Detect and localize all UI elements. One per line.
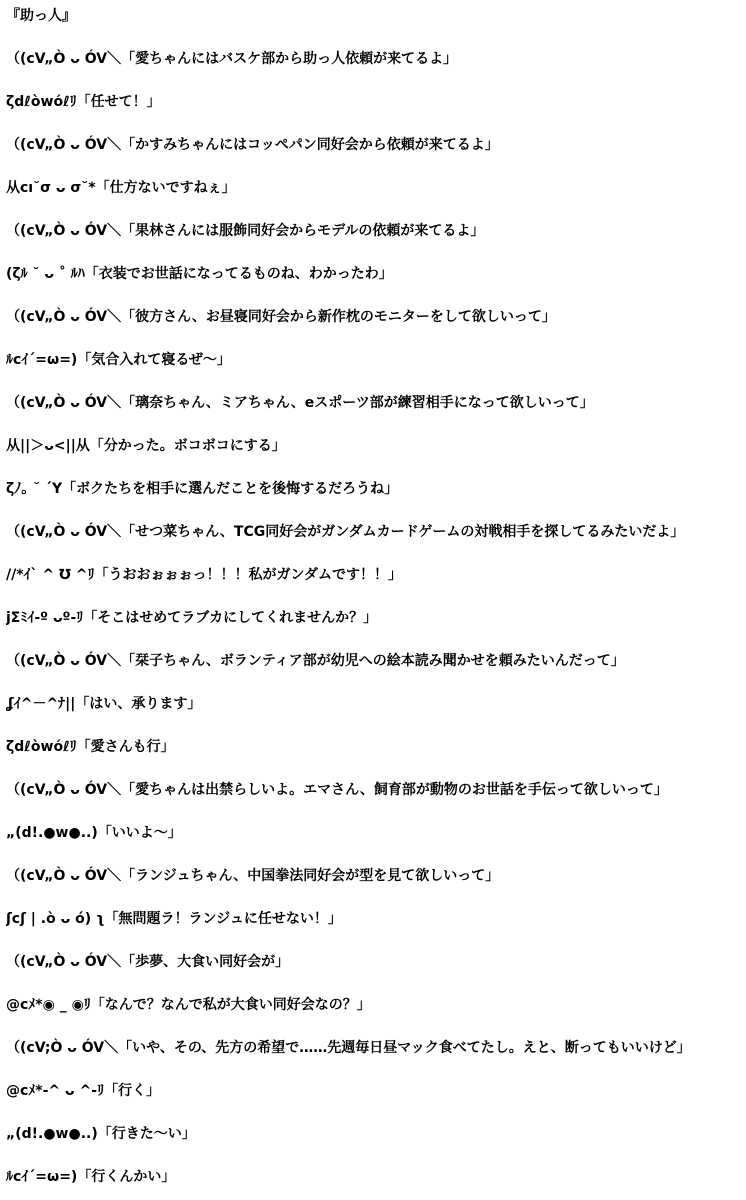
- dialogue-line: （(cV„Ò ᴗ ÓV＼「ランジュちゃん、中国拳法同好会が型を見て欲しいって」: [6, 868, 500, 884]
- dialogue-line: （(cV„Ò ᴗ ÓV＼「彼方さん、お昼寝同好会から新作枕のモニターをして欲しいって」: [6, 309, 556, 325]
- dialogue-line: ʃcʃ | .ò ᴗ ó) ʅ「無問題ラ！ランジュに任せない！」: [6, 911, 342, 927]
- dialogue-line: ζﾉ｡ ˘ ´Y「ボクたちを相手に選んだことを後悔するだろうね」: [6, 481, 399, 497]
- dialogue-line: jΣﾐｲ-º ᴗº-ﾘ「そこはせめてラブカにしてくれませんか？」: [6, 610, 378, 626]
- dialogue-line: （(cV„Ò ᴗ ÓV＼「愛ちゃんは出禁らしいよ。エマさん、飼育部が動物のお世話を手伝って欲しいって」: [6, 782, 668, 798]
- dialogue-line: //*ｲ` ^ ℧ ^ﾘ「うおおぉぉぉっ！！！私がガンダムです！！」: [6, 567, 402, 583]
- dialogue-line: ζdℓòᴡόℓﾘ「愛さんも行」: [6, 739, 175, 755]
- dialogue-line: ﾙcｲ´=ω=)「行くんかい」: [6, 1169, 176, 1185]
- dialogue-line: (ζﾙ ˘ ᴗ ˚ ﾙﾊ「衣装でお世話になってるものね、わかったわ」: [6, 266, 393, 282]
- dialogue-line: @cﾒ*-^ ᴗ ^-ﾘ「行く」: [6, 1083, 161, 1099]
- dialogue-line: （(cV„Ò ᴗ ÓV＼「愛ちゃんにはバスケ部から助っ人依頼が来てるよ」: [6, 51, 458, 67]
- dialogue-line: ʆｲ^－^ﾅ||「はい、承ります」: [6, 696, 202, 712]
- dialogue-line: „(d!.●ᴡ●..)「いいよ〜」: [6, 825, 182, 841]
- dialogue-line: （(cV„Ò ᴗ ÓV＼「歩夢、大食い同好会が」: [6, 954, 290, 970]
- dialogue-line: ﾙcｲ´=ω=)「気合入れて寝るぜ〜」: [6, 352, 231, 368]
- dialogue-line: （(cV„Ò ᴗ ÓV＼「せつ菜ちゃん、TCG同好会がガンダムカードゲームの対戦相手を探してるみたいだよ」: [6, 524, 685, 540]
- dialogue-line: （(cV„Ò ᴗ ÓV＼「璃奈ちゃん、ミアちゃん、eスポーツ部が練習相手になって欲しいって」: [6, 395, 594, 411]
- document-title: 『助っ人』: [6, 8, 76, 24]
- dialogue-line: 从cı˘σ ᴗ σ˘*「仕方ないですねぇ」: [6, 180, 236, 196]
- dialogue-line: （(cV„Ò ᴗ ÓV＼「果林さんには服飾同好会からモデルの依頼が来てるよ」: [6, 223, 485, 239]
- dialogue-line: @cﾒ*◉ _ ◉ﾘ「なんで？なんで私が大食い同好会なの？」: [6, 997, 371, 1013]
- dialogue-line: ζdℓòᴡόℓﾘ「任せて！」: [6, 94, 161, 110]
- dialogue-line: （(cV„Ò ᴗ ÓV＼「栞子ちゃん、ボランティア部が幼児への絵本読み聞かせを頼みたいんだって」: [6, 653, 625, 669]
- dialogue-line: （(cV„Ò ᴗ ÓV＼「かすみちゃんにはコッペパン同好会から依頼が来てるよ」: [6, 137, 499, 153]
- dialogue-line: （(cV;Ò ᴗ ÓV＼「いや、その、先方の希望で……先週毎日昼マック食べてたし。えと、断ってもいいけど」: [6, 1040, 691, 1056]
- dialogue-line: 从||＞ᴗ<||从「分かった。ボコボコにする」: [6, 438, 286, 454]
- dialogue-line: „(d!.●ᴡ●..)「行きた〜い」: [6, 1126, 196, 1142]
